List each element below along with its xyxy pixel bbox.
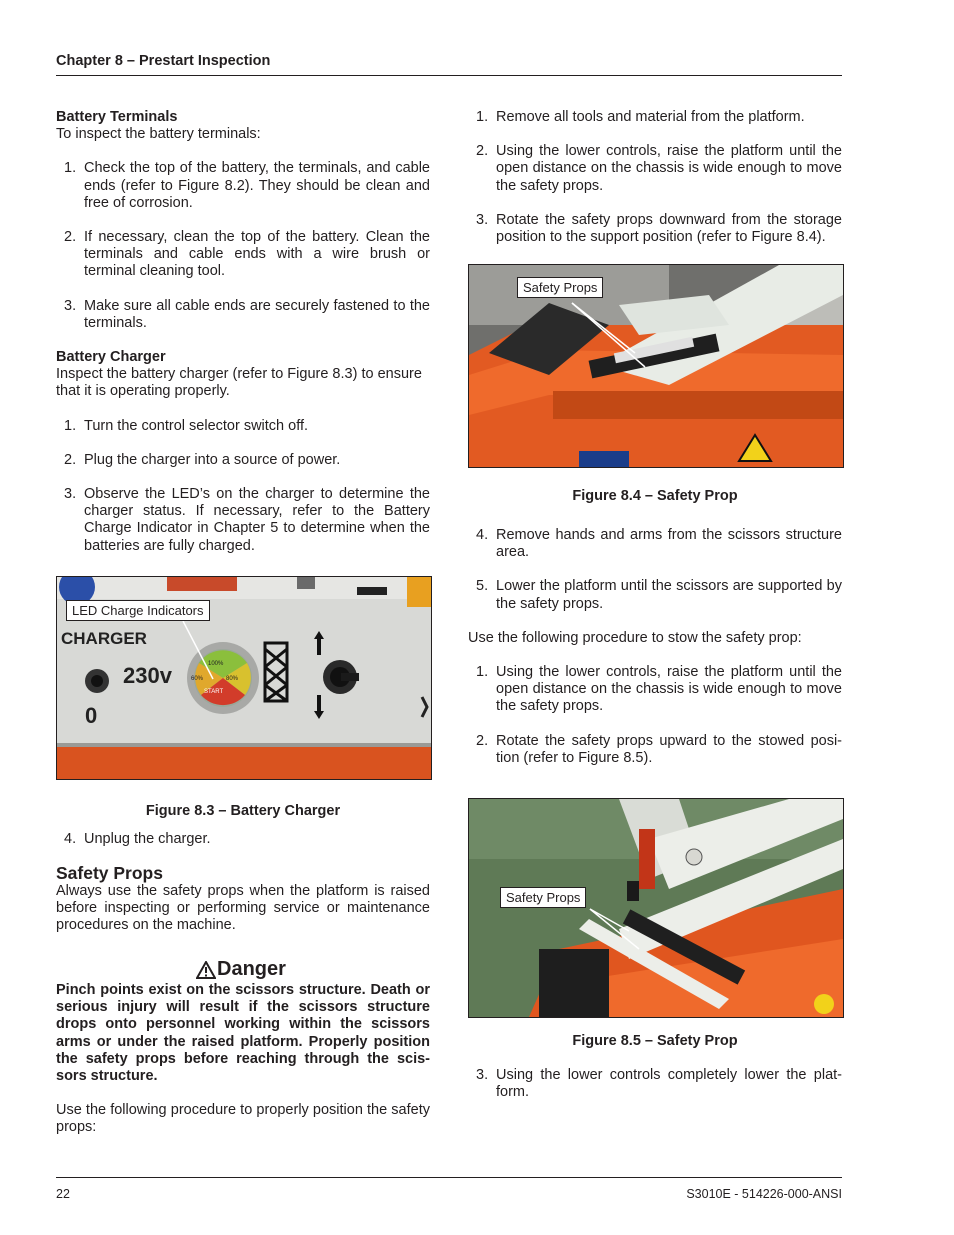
battery-charger-heading: Battery Charger [56, 349, 166, 366]
procedure-intro: Use the following procedure to properly position the safety props: [56, 1102, 430, 1136]
figure-8-3-battery-charger-photo [56, 576, 432, 780]
figure-8-3-caption: Figure 8.3 – Battery Charger [145, 803, 341, 819]
list-item: 4. Remove hands and arms from the scissors structure area. [476, 527, 842, 561]
warning-triangle-icon [196, 961, 216, 979]
right-steps-b [468, 527, 842, 767]
danger-section [56, 982, 430, 1137]
list-item: 3. Using the lower controls completely lower the plat-form. [476, 1067, 842, 1101]
gauge-60-label: 60% [191, 676, 204, 682]
danger-body: Pinch points exist on the scissors structure. Death or serious injury will result if the scissors structure drops onto personnel working within the scissors arms or under the raised platform. Properly position the safety props before reaching through the scis-sors structure. [56, 982, 430, 1085]
document-id: S3010E - 514226-000-ANSI [686, 1187, 842, 1201]
safety-props-callout-8-5: Safety Props [500, 887, 586, 908]
stow-intro: Use the following procedure to stow the safety prop: [468, 629, 802, 646]
header-rule [56, 75, 842, 76]
page-number: 22 [56, 1187, 70, 1201]
list-item: 2. Plug the charger into a source of power. [64, 451, 341, 468]
gauge-80-label: 80% [226, 676, 239, 682]
safety-props-section [56, 863, 430, 935]
list-item: 2. Using the lower controls, raise the platform until the open distance on the chassis is wide enough to move the safety props. [476, 143, 842, 194]
led-charge-indicators-callout: LED Charge Indicators [66, 600, 210, 621]
safety-props-heading: Safety Props [56, 863, 163, 883]
safety-prop-illustration-2 [469, 799, 843, 1017]
list-item: 2. Rotate the safety props upward to the stowed posi-tion (refer to Figure 8.5). [476, 732, 842, 766]
right-steps-d [468, 1067, 842, 1101]
list-item: 1. Remove all tools and material from the platform. [476, 109, 805, 125]
safety-props-intro: Always use the safety props when the platform is raised before inspecting or performing service or maintenance procedures on the machine. [56, 883, 430, 934]
gauge-100-label: 100% [208, 661, 224, 667]
battery-terminals-heading: Battery Terminals [56, 109, 178, 125]
chapter-header: Chapter 8 – Prestart Inspection [56, 53, 271, 69]
list-item: 3. Observe the LED’s on the charger to determine the charger status. If necessary, refer to the Battery Charge Indicator in Chapter 5 to determine when the batteries are fully charged. [64, 486, 430, 554]
battery-terminals-intro: To inspect the battery terminals: [56, 126, 261, 143]
figure-8-5-safety-prop-photo [468, 798, 844, 1018]
figure-8-4-caption: Figure 8.4 – Safety Prop [572, 488, 738, 504]
list-item: 4. Unplug the charger. [64, 831, 211, 847]
footer-rule [56, 1177, 842, 1178]
list-item: 3. Make sure all cable ends are securely fastened to the terminals. [64, 297, 430, 331]
unplug-step [56, 831, 430, 848]
list-item: 3. Rotate the safety props downward from the storage position to the support position (refer to Figure 8.4). [476, 211, 842, 246]
zero-label: 0 [85, 703, 98, 728]
gauge-start-label: START [204, 689, 224, 695]
figure-8-5-caption: Figure 8.5 – Safety Prop [572, 1033, 738, 1049]
list-item: 5. Lower the platform until the scissors are supported by the safety props. [476, 578, 842, 612]
list-item: 1. Turn the control selector switch off. [64, 417, 309, 434]
danger-title: Danger [217, 958, 286, 980]
list-item: 1. Check the top of the battery, the terminals, and cable ends (refer to Figure 8.2). They should be clean and free of corrosion. [64, 160, 430, 211]
list-item: 1. Using the lower controls, raise the platform until the open distance on the chassis is wide enough to move the safety props. [476, 664, 842, 715]
battery-terminals-section [56, 109, 430, 555]
battery-charger-intro: Inspect the battery charger (refer to Figure 8.3) to ensure that it is operating properly. [56, 366, 422, 400]
right-steps-a [468, 109, 842, 246]
voltage-label: 230v [123, 663, 172, 688]
safety-props-callout-8-4: Safety Props [517, 277, 603, 298]
charger-panel-label: CHARGER [61, 629, 147, 648]
list-item: 2. If necessary, clean the top of the battery. Clean the terminals and cable ends with a wire brush or terminal cleaning tool. [64, 229, 430, 280]
figure-8-4-safety-prop-photo [468, 264, 844, 468]
